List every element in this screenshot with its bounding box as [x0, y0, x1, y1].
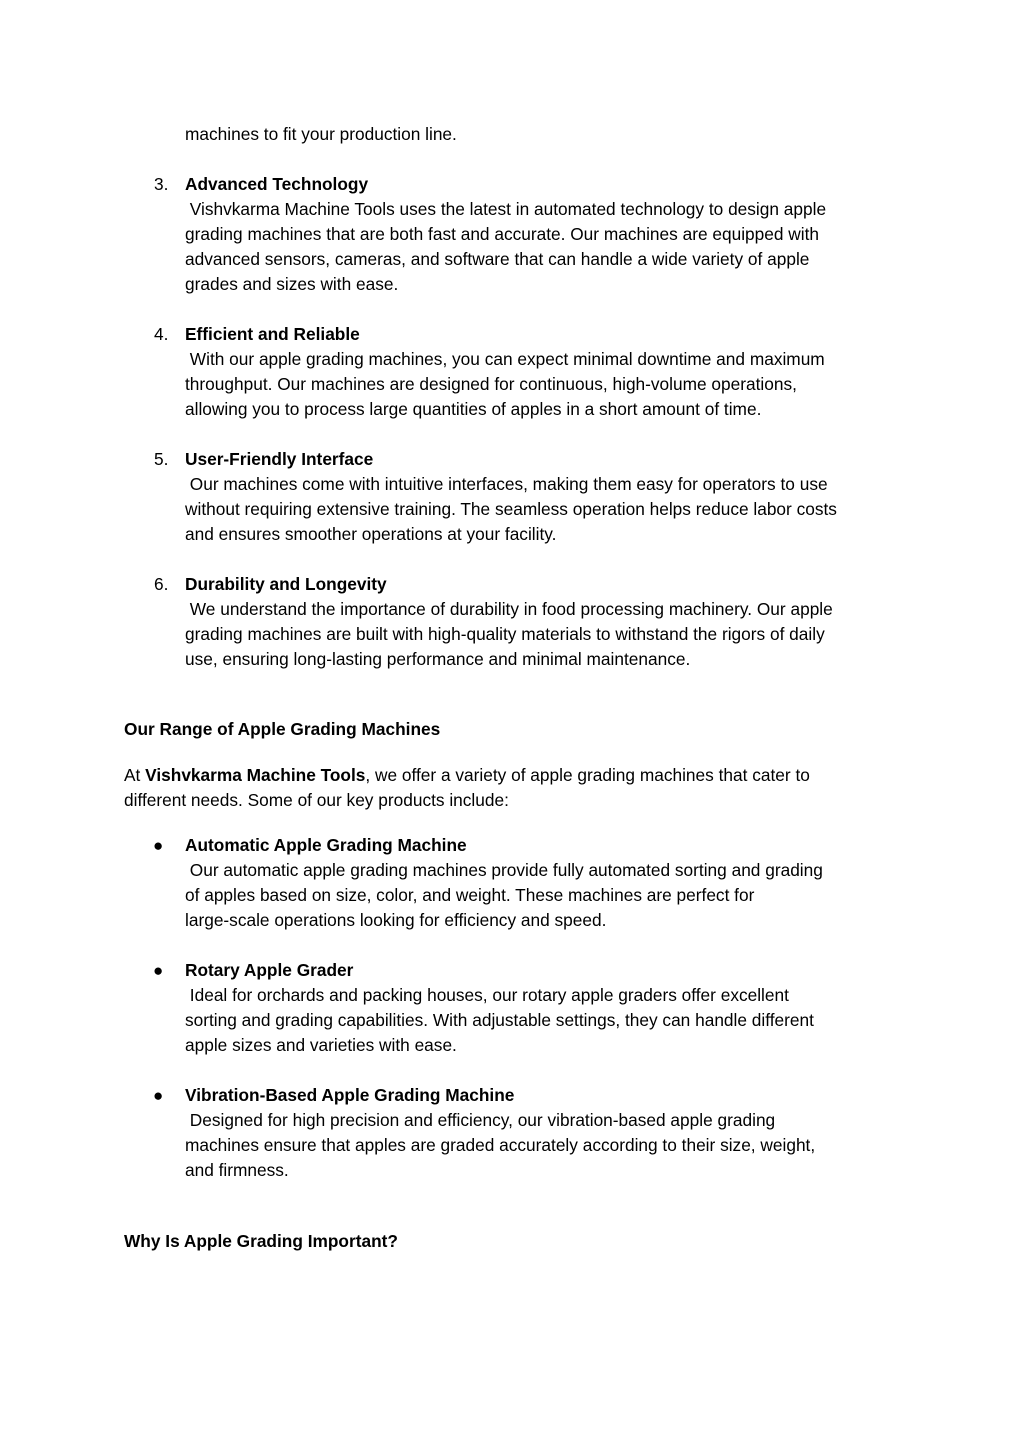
product-line: Our automatic apple grading machines provide fully automated sorting and grading — [185, 860, 823, 880]
list-item-line: grading machines are built with high-quality materials to withstand the rigors of daily — [185, 624, 825, 644]
product-line: Designed for high precision and efficiency, our vibration-based apple grading — [185, 1110, 776, 1130]
continuation-text: machines to fit your production line. — [185, 124, 457, 144]
list-item-line: grading machines that are both fast and accurate. Our machines are equipped with — [185, 224, 820, 244]
product-line: apple sizes and varieties with ease. — [185, 1035, 457, 1055]
intro-prefix: At — [124, 765, 146, 785]
product-title: Vibration-Based Apple Grading Machine — [185, 1085, 515, 1105]
range-intro-paragraph — [124, 763, 914, 813]
product-rotary-apple-grader — [185, 958, 925, 1058]
bullet-icon: ● — [153, 1086, 164, 1105]
list-item-title: Efficient and Reliable — [185, 324, 360, 344]
list-item-line: allowing you to process large quantities of apples in a short amount of time. — [185, 399, 762, 419]
list-marker-3: 3. — [154, 174, 169, 194]
section-heading-why-important: Why Is Apple Grading Important? — [124, 1231, 398, 1251]
list-item-line: Our machines come with intuitive interfaces, making them easy for operators to use — [185, 474, 828, 494]
product-line: and firmness. — [185, 1160, 289, 1180]
list-item-user-friendly-interface — [185, 447, 925, 547]
list-item-line: grades and sizes with ease. — [185, 274, 399, 294]
range-intro-line-2: different needs. Some of our key products include: — [124, 790, 509, 810]
list-item-title: User-Friendly Interface — [185, 449, 374, 469]
list-item-title: Durability and Longevity — [185, 574, 387, 594]
list-item-line: and ensures smoother operations at your facility. — [185, 524, 557, 544]
product-line: Ideal for orchards and packing houses, our rotary apple graders offer excellent — [185, 985, 789, 1005]
list-marker-4: 4. — [154, 324, 169, 344]
product-vibration-based-apple-grading-machine — [185, 1083, 925, 1183]
section-heading-range: Our Range of Apple Grading Machines — [124, 719, 441, 739]
product-line: machines ensure that apples are graded accurately according to their size, weight, — [185, 1135, 816, 1155]
list-item-line: use, ensuring long-lasting performance and minimal maintenance. — [185, 649, 691, 669]
bullet-icon: ● — [153, 836, 164, 855]
product-line: of apples based on size, color, and weight. These machines are perfect for — [185, 885, 755, 905]
range-intro-line-1 — [124, 763, 914, 788]
list-marker-5: 5. — [154, 449, 169, 469]
product-line: sorting and grading capabilities. With adjustable settings, they can handle different — [185, 1010, 814, 1030]
list-item-efficient-and-reliable — [185, 322, 925, 422]
product-line: large-scale operations looking for efficiency and speed. — [185, 910, 607, 930]
list-item-line: We understand the importance of durability in food processing machinery. Our apple — [185, 599, 833, 619]
list-item-line: throughput. Our machines are designed for continuous, high-volume operations, — [185, 374, 797, 394]
list-item-advanced-technology — [185, 172, 925, 297]
list-item-line: Vishvkarma Machine Tools uses the latest in automated technology to design apple — [185, 199, 827, 219]
list-item-durability-and-longevity — [185, 572, 925, 672]
product-title: Automatic Apple Grading Machine — [185, 835, 467, 855]
intro-suffix: , we offer a variety of apple grading machines that cater to — [365, 765, 810, 785]
list-item-line: With our apple grading machines, you can expect minimal downtime and maximum — [185, 349, 825, 369]
product-automatic-apple-grading-machine — [185, 833, 925, 933]
list-item-line: advanced sensors, cameras, and software that can handle a wide variety of apple — [185, 249, 810, 269]
list-item-line: without requiring extensive training. The seamless operation helps reduce labor costs — [185, 499, 837, 519]
bullet-icon: ● — [153, 961, 164, 980]
list-item-title: Advanced Technology — [185, 174, 369, 194]
product-title: Rotary Apple Grader — [185, 960, 354, 980]
list-marker-6: 6. — [154, 574, 169, 594]
brand-name: Vishvkarma Machine Tools — [145, 765, 366, 785]
